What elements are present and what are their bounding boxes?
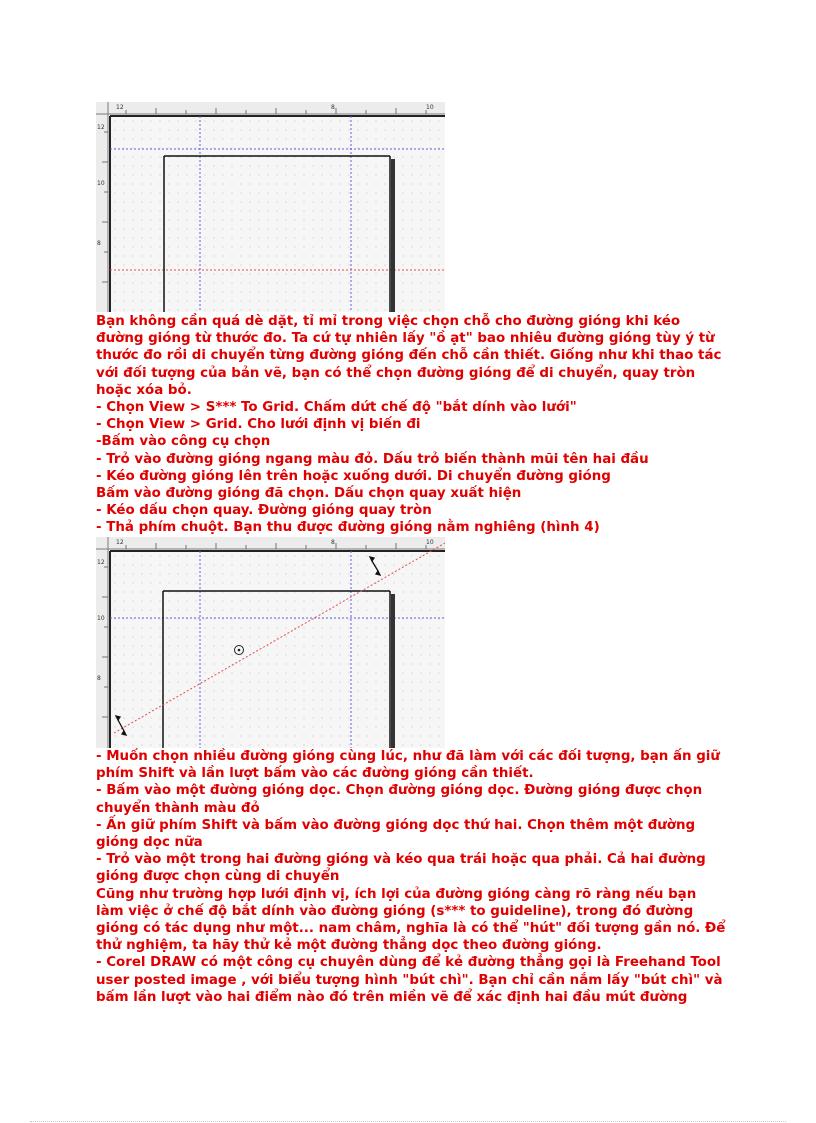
ruler-left (96, 537, 108, 748)
ruler-top-label: 12 (116, 539, 124, 546)
text-line: - Trỏ vào đường gióng ngang màu đỏ. Dấu trỏ biến thành mũi tên hai đầu (96, 451, 649, 467)
ruler-left-label: 8 (97, 675, 101, 682)
text-line: - Chọn View > Grid. Cho lưới định vị biến đi (96, 417, 421, 433)
ruler-top-label: 10 (426, 539, 434, 546)
text-line: -Bấm vào công cụ chọn (96, 434, 271, 450)
ruler-top-label: 12 (116, 104, 124, 111)
ruler-left-label: 12 (97, 124, 105, 131)
text-line: chuyển thành màu đỏ (96, 800, 260, 816)
text-line: - Thả phím chuột. Bạn thu được đường gióng nằm nghiêng (hình 4) (96, 520, 600, 536)
ruler-left-label: 8 (97, 240, 101, 247)
page-bottom-divider (30, 1121, 786, 1122)
ruler-top (96, 102, 445, 114)
text-line: hoặc xóa bỏ. (96, 382, 192, 398)
text-line: - Trỏ vào một trong hai đường gióng và kéo qua trái hoặc qua phải. Cả hai đường (96, 852, 706, 868)
ruler-left-label: 10 (97, 180, 105, 187)
text-line: thước đo rồi di chuyển từng đường gióng đến chỗ cần thiết. Giống như khi thao tác (96, 348, 722, 364)
figure-guideline-horizontal (96, 102, 445, 312)
text-line: Bạn không cần quá dè dặt, tỉ mỉ trong việc chọn chỗ cho đường gióng khi kéo (96, 314, 681, 329)
ruler-top (96, 537, 445, 549)
ruler-left (96, 102, 108, 312)
ruler-top-label: 8 (331, 539, 335, 546)
ruler-top-label: 8 (331, 104, 335, 111)
text-line: - Kéo đường gióng lên trên hoặc xuống dưới. Di chuyển đường gióng (96, 468, 611, 484)
text-line: phím Shift và lần lượt bấm vào các đường gióng cần thiết. (96, 766, 534, 782)
text-line: - Ấn giữ phím Shift và bấm vào đường gióng dọc thứ hai. Chọn thêm một đường (96, 817, 696, 833)
text-line: - Muốn chọn nhiều đường gióng cùng lúc, như đã làm với các đối tượng, bạn ấn giữ (96, 749, 720, 764)
text-line: gióng được chọn cùng di chuyển (96, 869, 340, 885)
text-line: bấm lần lượt vào hai điểm nào đó trên miền vẽ để xác định hai đầu mút đường (96, 989, 688, 1005)
instructions-block-2 (96, 748, 736, 1006)
text-line: gióng có tác dụng như một... nam châm, nghĩa là có thể "hút" đối tượng gần nó. Để (96, 921, 726, 937)
text-line: - Chọn View > S*** To Grid. Chấm dứt chế độ "bắt dính vào lưới" (96, 400, 577, 416)
figure-guideline-rotated (96, 537, 445, 748)
text-line: - Bấm vào một đường gióng dọc. Chọn đường gióng dọc. Đường gióng được chọn (96, 783, 703, 799)
text-line: với đối tượng của bản vẽ, bạn có thể chọn đường gióng để di chuyển, quay tròn (96, 365, 696, 381)
text-line: - Kéo dấu chọn quay. Đường gióng quay tròn (96, 503, 432, 519)
ruler-left-label: 12 (97, 559, 105, 566)
text-line: Cũng như trường hợp lưới định vị, ích lợi của đường gióng càng rõ ràng nếu bạn (96, 886, 697, 902)
text-line: user posted image , với biểu tượng hình "bút chì". Bạn chỉ cần nắm lấy "bút chì" và (96, 972, 723, 988)
text-line: - Corel DRAW có một công cụ chuyên dùng để kẻ đường thẳng gọi là Freehand Tool (96, 955, 721, 971)
ruler-left-label: 10 (97, 615, 105, 622)
text-line: thử nghiệm, ta hãy thử kẻ một đường thẳng dọc theo đường gióng. (96, 938, 602, 954)
text-line: gióng dọc nữa (96, 835, 203, 851)
text-line: đường gióng từ thước đo. Ta cứ tự nhiên lấy "ồ ạt" bao nhiêu đường gióng tùy ý từ (96, 331, 715, 347)
ruler-top-label: 10 (426, 104, 434, 111)
text-line: Bấm vào đường gióng đã chọn. Dấu chọn quay xuất hiện (96, 486, 522, 502)
text-line: làm việc ở chế độ bắt dính vào đường gióng (s*** to guideline), trong đó đường (96, 903, 694, 919)
instructions-block-1 (96, 313, 736, 537)
